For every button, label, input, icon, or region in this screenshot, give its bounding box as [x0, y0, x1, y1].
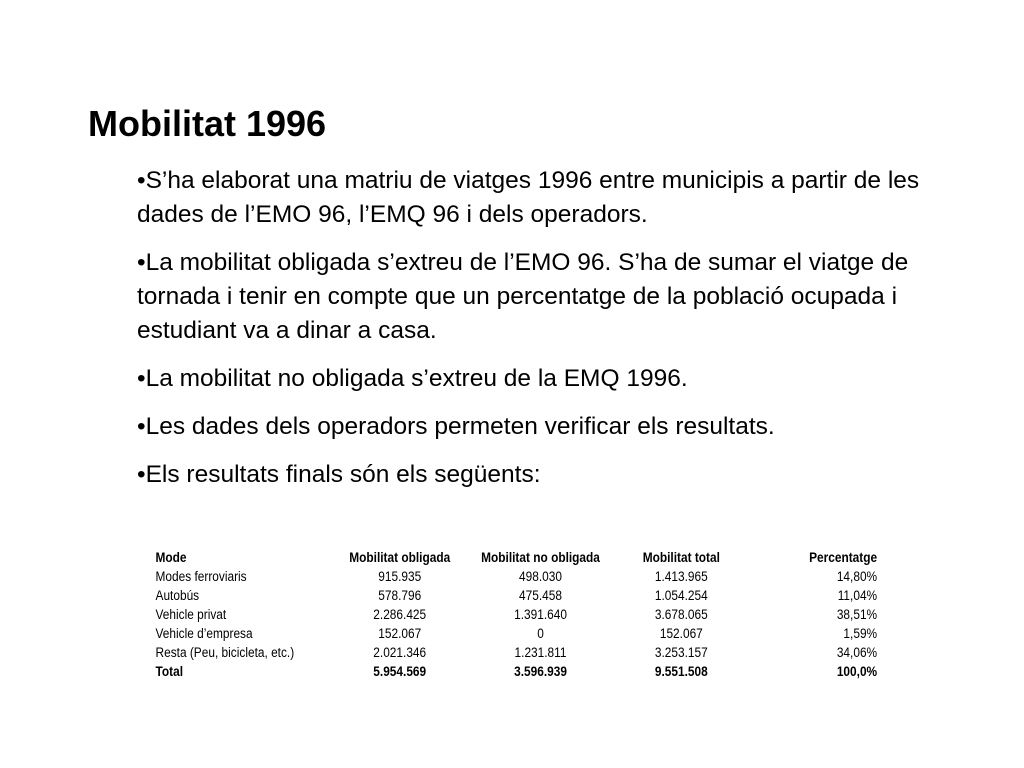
cell-mobilitat-no-obligada: 1.391.640: [514, 607, 567, 622]
cell-mode: Vehicle d’empresa: [155, 626, 253, 641]
cell-mode: Vehicle privat: [155, 607, 227, 622]
cell-mobilitat-obligada: 2.021.346: [373, 645, 427, 660]
cell-mobilitat-obligada: 152.067: [378, 626, 422, 641]
cell-mobilitat-obligada: 578.796: [378, 588, 422, 603]
cell-percentatge: 38,51%: [836, 607, 878, 622]
cell-mobilitat-obligada: 2.286.425: [373, 607, 427, 622]
cell-mobilitat-no-obligada: 0: [537, 626, 544, 641]
table-row: [152, 624, 882, 643]
cell-percentatge: 14,80%: [836, 569, 878, 584]
cell-mode: Autobús: [155, 588, 200, 603]
bullet-item: [137, 458, 977, 492]
cell-mobilitat-total: 3.253.157: [654, 645, 708, 660]
table-row: [152, 567, 882, 586]
bullet-text: Els resultats finals són els següents:: [145, 461, 541, 488]
bullet-icon: •: [137, 461, 146, 488]
column-header-mobilitat-no-obligada: Mobilitat no obligada: [481, 550, 600, 565]
bullet-item: [137, 362, 977, 396]
bullet-icon: •: [137, 249, 146, 276]
bullet-icon: •: [137, 167, 146, 194]
cell-percentatge: 11,04%: [837, 588, 878, 603]
bullet-item: [137, 410, 977, 444]
cell-mobilitat-total: 152.067: [659, 626, 703, 641]
table-row: [152, 605, 882, 624]
bullet-icon: •: [137, 365, 146, 392]
total-mobilitat-obligada: 5.954.569: [373, 664, 427, 679]
cell-mobilitat-no-obligada: 1.231.811: [514, 645, 567, 660]
table-header-row: [152, 548, 882, 567]
cell-mode: Modes ferroviaris: [155, 569, 247, 584]
bullet-item: [137, 246, 977, 348]
cell-mobilitat-total: 1.413.965: [654, 569, 708, 584]
cell-mobilitat-total: 1.054.254: [654, 588, 708, 603]
bullet-text: S’ha elaborat una matriu de viatges 1996 entre municipis a partir de les dades de l’EMO 96, l’EMQ 96 i dels operadors.: [137, 167, 920, 228]
column-header-mobilitat-total: Mobilitat total: [642, 550, 720, 565]
cell-mobilitat-no-obligada: 498.030: [519, 569, 562, 584]
column-header-percentatge: Percentatge: [809, 550, 878, 565]
table-row: [152, 586, 882, 605]
results-table: [152, 548, 882, 681]
cell-percentatge: 34,06%: [836, 645, 878, 660]
cell-mobilitat-obligada: 915.935: [378, 569, 422, 584]
cell-mobilitat-total: 3.678.065: [654, 607, 708, 622]
cell-mobilitat-no-obligada: 475.458: [519, 588, 562, 603]
column-header-mode: Mode: [155, 550, 187, 565]
column-header-mobilitat-obligada: Mobilitat obligada: [349, 550, 451, 565]
table-total-row: [152, 662, 882, 681]
bullet-item: [137, 164, 977, 232]
bullet-text: La mobilitat no obligada s’extreu de la EMQ 1996.: [145, 365, 688, 392]
slide-title: Mobilitat 1996: [88, 103, 327, 144]
bullet-icon: •: [137, 413, 146, 440]
bullet-text: Les dades dels operadors permeten verificar els resultats.: [145, 413, 775, 440]
total-percentatge: 100,0%: [836, 664, 878, 679]
table-row: [152, 643, 882, 662]
total-mobilitat-no-obligada: 3.596.939: [514, 664, 567, 679]
cell-mode: Resta (Peu, bicicleta, etc.): [155, 645, 295, 660]
cell-percentatge: 1,59%: [843, 626, 878, 641]
bullet-list: [137, 164, 977, 506]
total-label: Total: [155, 664, 184, 679]
bullet-text: La mobilitat obligada s’extreu de l’EMO 96. S’ha de sumar el viatge de tornada i tenir en compte que un percentatge de la població ocupada i estudiant va a dinar a casa.: [137, 249, 909, 344]
total-mobilitat-total: 9.551.508: [654, 664, 708, 679]
